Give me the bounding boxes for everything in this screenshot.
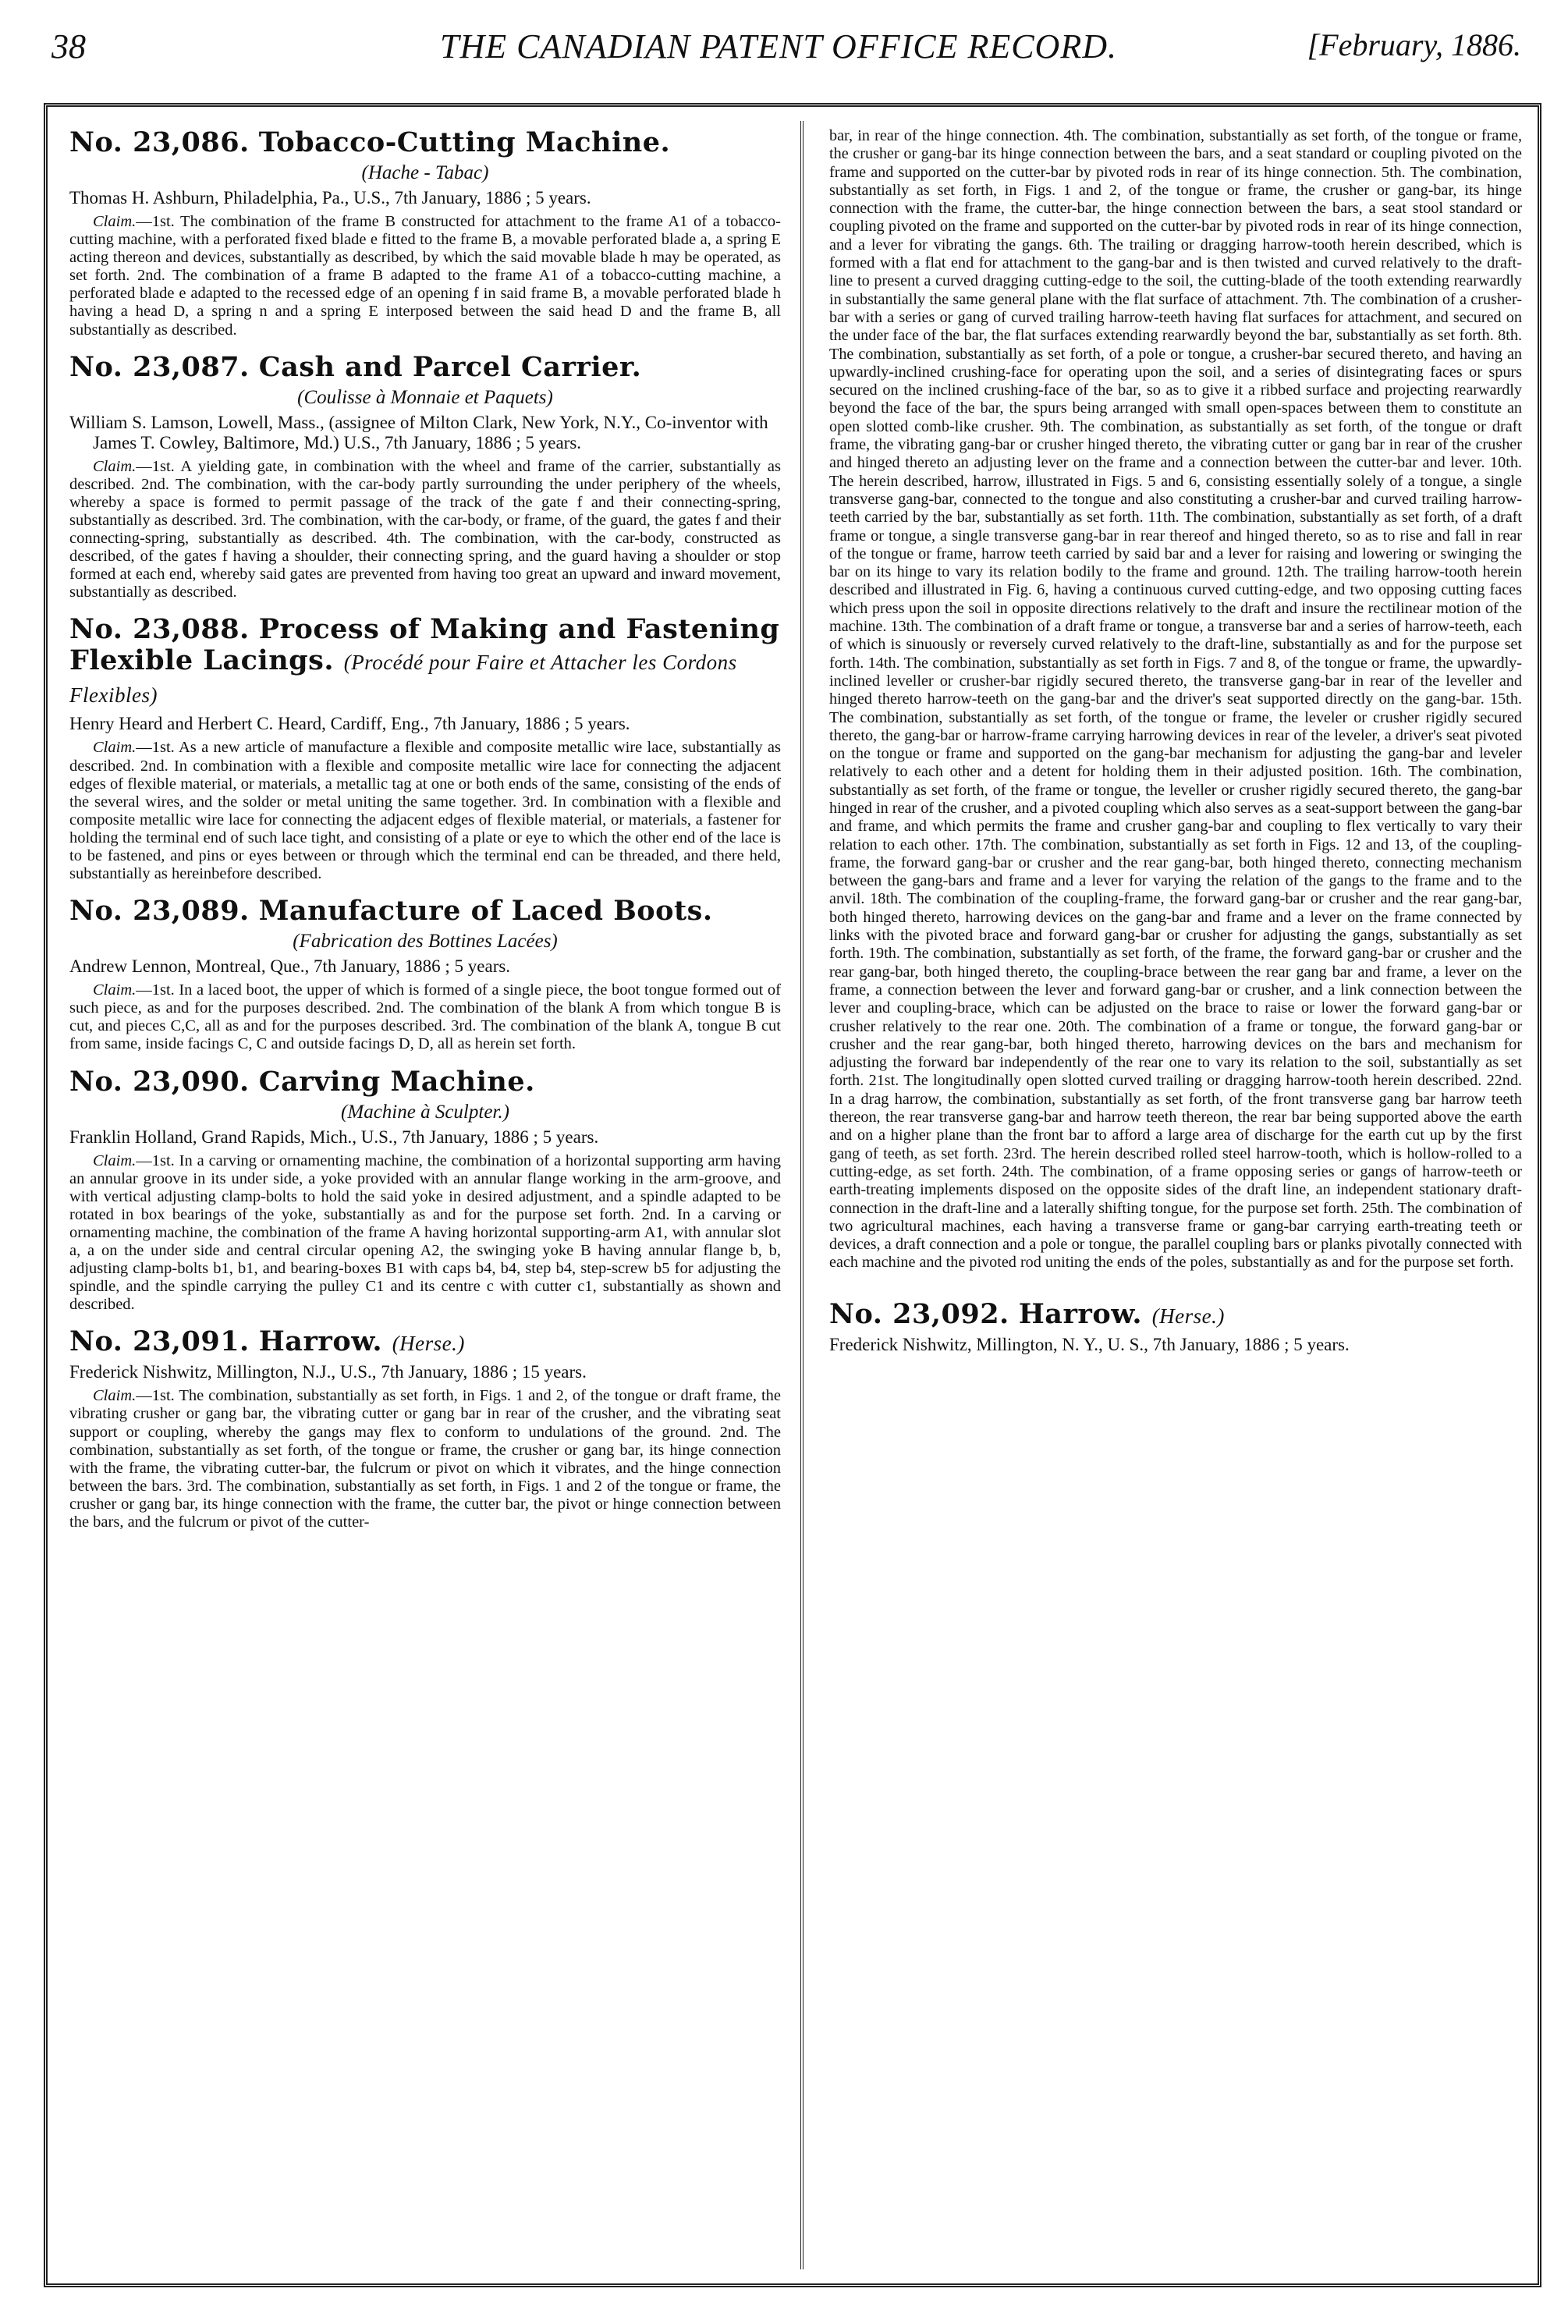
- claim-label: Claim.: [93, 981, 137, 999]
- right-column: [829, 127, 1522, 2268]
- patent-title: [829, 1299, 1522, 1332]
- inventor-line: Henry Heard and Herbert C. Heard, Cardiff, Eng., 7th January, 1886 ; 5 years.: [69, 714, 630, 734]
- claim-body: —1st. As a new article of manufacture a flexible and composite metallic wire lace, substantially as described. 2nd. In combination with a flexible and composite metallic wire lace for connecting the adjacent edges of flexible material, or materials, a metallic tag at one or both ends of the same, consisting of the ends of the several wires, and the solder or metal uniting the same together. 3rd. In combination with a flexible and composite metallic wire lace for connecting the adjacent edges of flexible material, or materials, a fastener for holding the terminal end of such lace tight, and consisting of a plate or eye to which the other end of the lace is to be fastened, and pins or eyes between or through which the terminal end can be threaded, and there held, substantially as hereinbefore described.: [69, 739, 781, 883]
- journal-title: THE CANADIAN PATENT OFFICE RECORD.: [440, 27, 1117, 66]
- left-column: [69, 127, 781, 2268]
- patent-entry-23090: [69, 1066, 781, 1315]
- patent-title: [69, 614, 781, 711]
- patent-name: Harrow.: [1018, 1297, 1142, 1330]
- french-title: (Hache - Tabac): [361, 162, 489, 183]
- patent-name: Harrow.: [258, 1325, 382, 1358]
- patent-number: No. 23,089.: [69, 895, 250, 928]
- patent-number: No. 23,087.: [69, 350, 250, 383]
- inventor-line: William S. Lamson, Lowell, Mass., (assignee of Milton Clark, New York, N.Y., Co-inventor with James T. Cowley, Baltimore, Md.) U.S., 7th January, 1886 ; 5 years.: [69, 412, 768, 452]
- patent-entry-23092: [829, 1299, 1522, 1355]
- claim-body: —1st. The combination, substantially as set forth, in Figs. 1 and 2, of the tongue or draft frame, the vibrating crusher or gang bar, the vibrating cutter or gang bar in rear of the crusher, and the vibrating seat support or coupling, whereby the gangs may flex to conform to undulations of the ground. 2nd. The combination, substantially as set forth, of the tongue or frame, the crusher or gang bar, its hinge connection with the frame, the vibrating cutter-bar, the fulcrum or pivot on which it vibrates, and the hinge connection between the bars. 3rd. The combination, substantially as set forth, in Figs. 1 and 2 of the tongue or frame, the crusher or gang bar, its hinge connection with the frame, the cutter bar, the pivot or hinge connection between the bars, and the fulcrum or pivot of the cutter-: [69, 1387, 781, 1531]
- claim-label: Claim.: [93, 739, 137, 757]
- patent-entry-23091-continued: [829, 127, 1522, 1272]
- claim-label: Claim.: [93, 457, 137, 475]
- patent-title: [69, 1326, 781, 1359]
- inventor-line: Andrew Lennon, Montreal, Que., 7th January, 1886 ; 5 years.: [69, 956, 511, 977]
- patent-entry-23091: [69, 1326, 781, 1531]
- page-number: 38: [51, 27, 86, 66]
- french-title: (Procédé pour Faire et Attacher les Cordons Flexibles): [69, 651, 737, 708]
- patent-entry-23087: [69, 352, 781, 602]
- patent-title: [69, 896, 781, 927]
- patent-number: No. 23,092.: [829, 1297, 1009, 1330]
- patent-entry-23088: [69, 614, 781, 883]
- french-title: (Fabrication des Bottines Lacées): [293, 931, 558, 953]
- patent-number: No. 23,088.: [69, 613, 250, 646]
- patent-number: No. 23,086.: [69, 127, 250, 158]
- patent-name: Tobacco-Cutting Machine.: [258, 127, 671, 158]
- claim-label: Claim.: [93, 1151, 137, 1169]
- claim-text: [69, 1152, 781, 1315]
- french-title: (Coulisse à Monnaie et Paquets): [297, 386, 553, 408]
- claim-text: [69, 1387, 781, 1531]
- claim-text: [69, 458, 781, 602]
- patent-name: Process of Making and Fastening Flexible Lacings.: [69, 613, 780, 677]
- patent-number: No. 23,090.: [69, 1065, 250, 1098]
- inventor-line: Thomas H. Ashburn, Philadelphia, Pa., U.S., 7th January, 1886 ; 5 years.: [69, 188, 591, 208]
- claim-body: —1st. In a laced boot, the upper of which is formed of a single piece, the boot tongue formed out of such piece, as and for the purposes described. 2nd. The combination of the blank A from which tongue B is cut, and pieces C,C, all as and for the purposes described. 3rd. The combination of the blank A, tongue B cut from same, inside facings C, C and outside facings D, D, all as herein set forth.: [69, 981, 781, 1053]
- claim-label: Claim.: [93, 1387, 137, 1405]
- patent-name: Cash and Parcel Carrier.: [258, 350, 642, 383]
- patent-name: Manufacture of Laced Boots.: [258, 895, 713, 928]
- column-divider: [800, 121, 804, 2269]
- claim-body: —1st. In a carving or ornamenting machine, the combination of a horizontal supporting arm having an annular groove in its under side, a yoke provided with an annular flange working in the arm-groove, and with vertical adjusting clamp-bolts to hold the said yoke in desired adjustment, and a spindle adapted to be rotated in box bearings of the yoke, substantially as and for the purpose set forth. 2nd. In a carving or ornamenting machine, the combination of the frame A having horizontal supporting-arm A1, with annular slot a, a on the under side and central circular opening A2, the swinging yoke B having annular flange b, b, adjusting clamp-bolts b1, b1, and bearing-boxes B1 with caps b4, b4, step b4, step-screw b5 for adjusting the spindle, and the spindle carrying the pulley C1 and its centre c with cutter c1, substantially as shown and described.: [69, 1151, 781, 1314]
- french-title: (Machine à Sculpter.): [341, 1101, 509, 1123]
- patent-number: No. 23,091.: [69, 1325, 250, 1358]
- patent-entry-23086: [69, 127, 781, 339]
- page-header: [36, 27, 1521, 73]
- issue-date: [February, 1886.: [1307, 27, 1521, 62]
- claim-label: Claim.: [93, 213, 137, 230]
- claim-text: [69, 981, 781, 1053]
- french-title: (Herse.): [1151, 1304, 1225, 1328]
- patent-entry-23089: [69, 896, 781, 1053]
- claim-continuation: bar, in rear of the hinge connection. 4th. The combination, substantially as set forth, of the tongue or frame, the crusher or gang-bar its hinge connection between the bars, and a seat standard or coupling pivoted on the frame and supported on the cutter-bar by pivoted rods in rear of its hinge connection. 5th. The combination, substantially as set forth, in Figs. 1 and 2, of the tongue or frame, the crusher or gang-bar, its hinge connection with the frame, the cutter-bar, the hinge connection between the bars, a seat stool standard or coupling pivoted on the frame and supported on the cutter-bar by pivoted rods in rear of its hinge connection, and a lever for vibrating the gangs. 6th. The trailing or dragging harrow-tooth herein described, which is formed with a flat end for attachment to the gang-bar and is then twisted and curved relatively to the draft-line to present a curved dragging cutting-edge to the soil, the cutting-blade of the tooth extending rearwardly in substantially the same general plane with the flat surface of attachment. 7th. The combination of a crusher-bar with a series or gang of curved trailing harrow-teeth having flat surfaces for attachment, and secured on the under face of the bar, the flat surfaces extending rearwardly beyond the bar, substantially as set forth. 8th. The combination, substantially as set forth, of a pole or tongue, a crusher-bar secured thereto, and having an upwardly-inclined crushing-face for operating upon the soil, and a series of disintegrating faces or spurs secured on the inclined crushing-face of the bar, so as to give it a ribbed surface and projecting rearwardly beyond the face of the bar, the spurs being arranged with small open-spaces between them to constitute an open slotted comb-like crusher. 9th. The combination, as substantially as set forth, of the tongue or draft frame, the vibrating gang-bar or crusher hinged thereto, the vibrating cutter or gang bar in rear of the crusher and hinged thereto an adjusting lever on the frame and a connection between the cutter-bar and lever. 10th. The herein described, harrow, illustrated in Figs. 5 and 6, consisting essentially solely of a tongue, a single transverse gang-bar, connected to the tongue and also constituting a crusher-bar and curved trailing harrow-teeth carried by the bar, substantially as set forth. 11th. The combination, substantially as set forth, of a draft frame or tongue, a single transverse gang-bar in rear thereof and hinged thereto, so as to rise and fall in rear of the tongue or frame, harrow teeth carried by said bar and a lever for raising and lowering or swinging the bar on its hinge to vary its relation bodily to the frame and ground. 12th. The trailing harrow-tooth herein described and illustrated in Fig. 6, having a continuous curved cutting-edge, and two opposing cutting faces which press upon the soil in opposite directions relatively to the draft and insure the rectilinear motion of the machine. 13th. The combination of a draft frame or tongue, a transverse bar and a series of harrow-teeth, each of which is sinuously or reversely curved relatively to the draft-line, substantially as and for the purpose set forth. 14th. The combination, substantially as set forth in Figs. 7 and 8, of the tongue or frame, the upwardly-inclined leveller or crusher-bar rigidly secured thereto, the transverse gang-bar in rear of the leveller and hinged thereto harrow-teeth on the gang-bar and the driver's seat supported directly on the gang-bar. 15th. The combination, substantially as set forth, of the tongue or frame, the leveler or crusher rigidly secured thereto, the gang-bar or harrow-frame carrying harrowing devices in rear of the leveler, a driver's seat pivoted on the tongue or frame and supported on the gang-bar mechanism for adjusting the gang-bar and leveler relatively to each other and a detent for holding them in their adjusted position. 16th. The combination, substantially as set forth, of the frame or tongue, the leveller or crusher rigidly secured thereto, the gang-bar hinged in rear of the crusher, and a pivoted coupling which also serves as a seat-support between the gang-bar and frame, and which permits the frame and crusher gang-bar and coupling to flex vertically to vary their relation to each other. 17th. The combination, substantially as set forth in Figs. 12 and 13, of the coupling-frame, the forward gang-bar or crusher and the rear gang-bar, both hinged thereto, connecting mechanism between the gang-bars and frame and a lever for varying the relation of the gangs to the frame and to the anvil. 18th. The combination of the coupling-frame, the forward gang-bar or crusher and the rear gang-bar, both hinged thereto, harrowing devices on the gang-bar and frame and a lever on the frame connected by links with the pivoted brace and forward gang-bar or crusher for adjusting the gangs, substantially as set forth. 19th. The combination, substantially as set forth, of the frame, the forward gang-bar or crusher and the rear gang-bar, both hinged thereto, the coupling-brace between the rear gang bar and frame, a lever on the frame, a connection between the lever and forward gang-bar or crusher, and a link connection between the lever and coupling-brace, which can be adjusted on the brace to raise or lower the forward gang-bar or crusher relatively to the rear one. 20th. The combination of a frame or tongue, the forward gang-bar or crusher and the rear gang-bar, both hinged thereto, harrowing devices on the bars and mechanism for adjusting the forward bar independently of the rear one to vary its relation to the soil, substantially as set forth. 21st. The longitudinally open slotted curved trailing or dragging harrow-tooth herein described. 22nd. In a drag harrow, the combination, substantially as set forth, of the front transverse gang bar harrow teeth thereon, the rear transverse gang-bar and harrow teeth thereon, the rear bar being supported above the earth and on a higher plane than the front bar to afford a large area of discharge for the earth cut up by the first gang of teeth, as set forth. 23rd. The herein described rolled steel harrow-tooth, which is hollow-rolled to a cutting-edge, as set forth. 24th. The combination, of a frame opposing series or gangs of harrow-teeth or earth-treating implements disposed on the opposite sides of the draft line, an independent stationary draft-connection in the draft-line and a laterally shifting tongue, for the purpose set forth. 25th. The combination of two agricultural machines, each having a transverse frame or gang-bar carrying earth-treating teeth or devices, a draft connection and a pole or tongue, the parallel coupling bars or planks pivotally connected with each machine and the pivoted rod uniting the ends of the poles, substantially as and for the purpose set forth.: [829, 127, 1522, 1272]
- patent-title: [69, 1066, 781, 1098]
- claim-text: [69, 213, 781, 339]
- inventor-line: Frederick Nishwitz, Millington, N.J., U.S., 7th January, 1886 ; 15 years.: [69, 1362, 587, 1382]
- inventor-line: Franklin Holland, Grand Rapids, Mich., U.S., 7th January, 1886 ; 5 years.: [69, 1127, 599, 1147]
- patent-title: [69, 352, 781, 383]
- patent-title: [69, 127, 781, 158]
- claim-text: [69, 739, 781, 883]
- inventor-line: Frederick Nishwitz, Millington, N. Y., U. S., 7th January, 1886 ; 5 years.: [829, 1334, 1350, 1354]
- page-frame: [44, 103, 1541, 2287]
- french-title: (Herse.): [392, 1332, 465, 1356]
- claim-body: —1st. The combination of the frame B constructed for attachment to the frame A1 of a tobacco-cutting machine, with a perforated fixed blade e fitted to the frame B, a movable perforated blade a, a spring E acting thereon and devices, substantially as described, by which the said movable blade h may be operated, as set forth. 2nd. The combination of a frame B adapted to the frame A1 of a tobacco-cutting machine, a perforated blade e adapted to the recessed edge of an opening f in said frame B, a movable perforated blade h having a head D, a spring n and a spring E interposed between the said head D and the frame B, all substantially as described.: [69, 213, 781, 339]
- claim-body: —1st. A yielding gate, in combination with the wheel and frame of the carrier, substantially as described. 2nd. The combination, with the car-body partly surrounding the under periphery of the wheels, whereby a space is formed to permit passage of the track of the gate f and their connecting-spring, substantially as described. 3rd. The combination, with the car-body, or frame, of the guard, the gates f and their connecting-spring, substantially as described. 4th. The combination, with the car-body, constructed as described, of the gates f having a shoulder, their connecting spring, and the guard having a shoulder or stop formed at each end, whereby said gates are prevented from having too great an upward and inward movement, substantially as described.: [69, 457, 781, 601]
- patent-name: Carving Machine.: [258, 1065, 535, 1098]
